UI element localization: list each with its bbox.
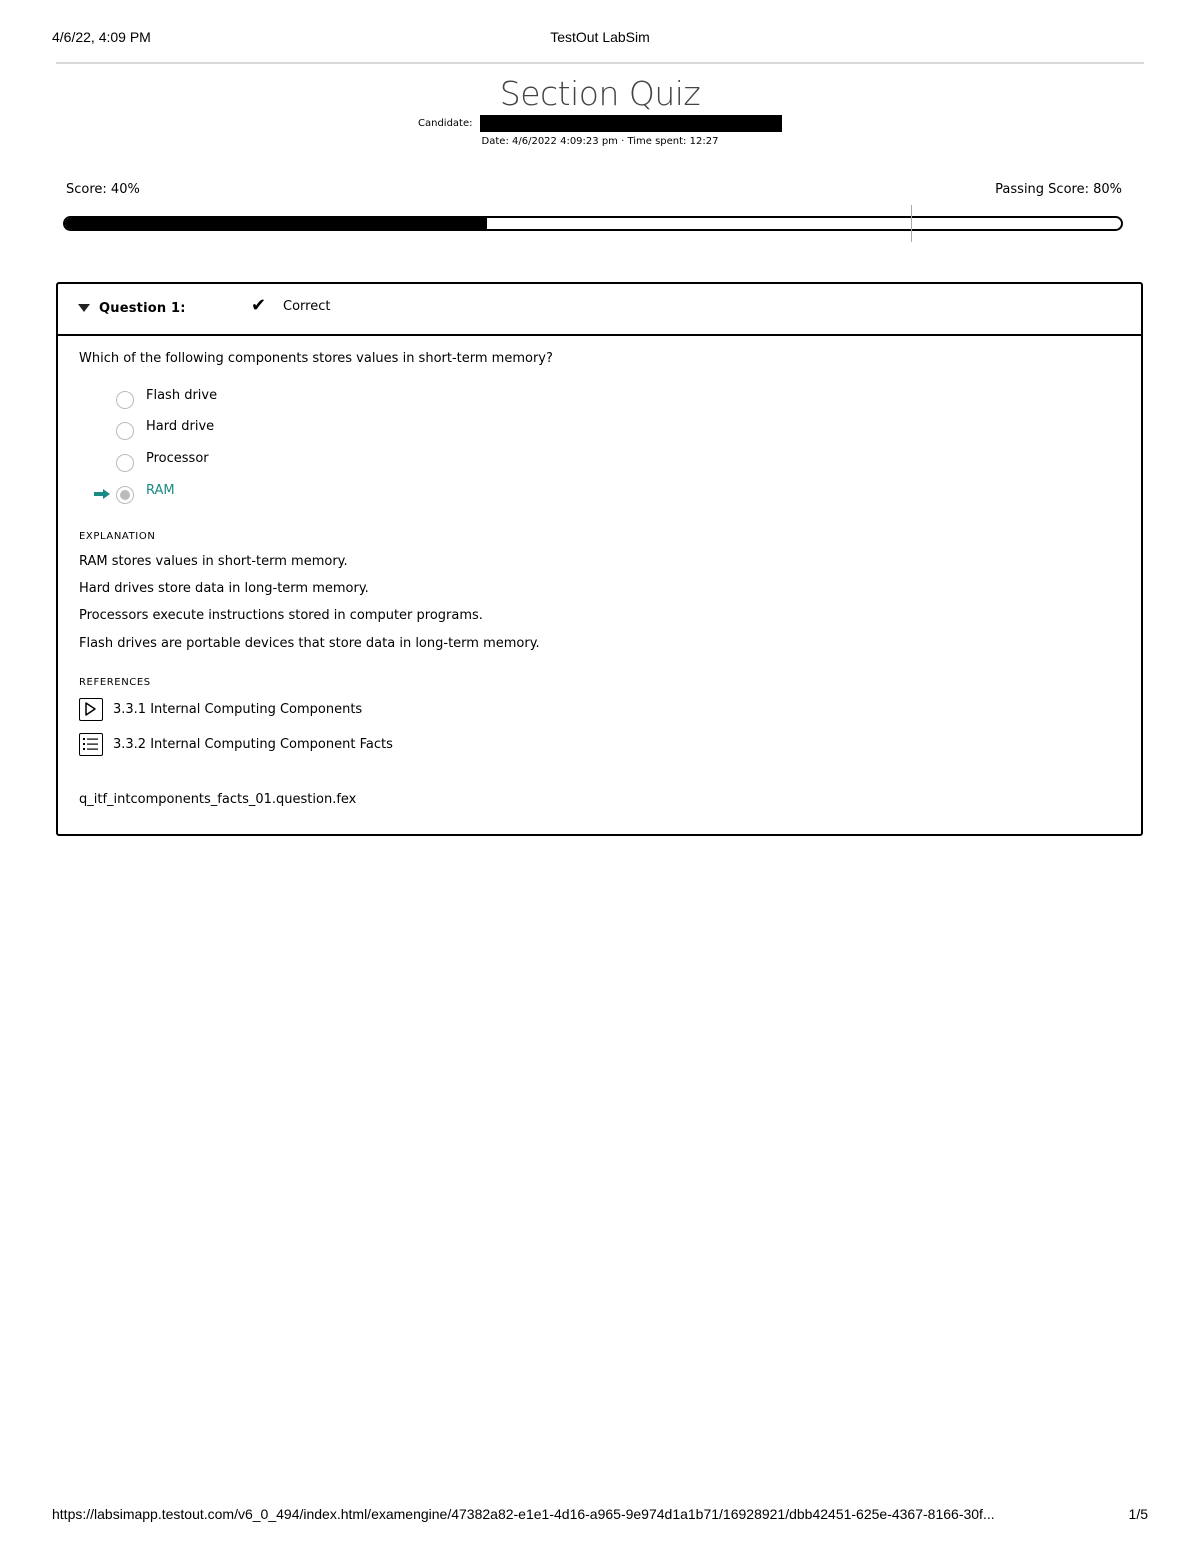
answer-label: Processor: [146, 451, 209, 466]
reference-label[interactable]: 3.3.2 Internal Computing Component Facts: [113, 737, 393, 752]
quiz-meta: Date: 4/6/2022 4:09:23 pm · Time spent: 12:27: [481, 136, 719, 147]
answer-option: [79, 480, 379, 502]
list-icon: [79, 733, 103, 756]
arrow-right-icon: [94, 489, 110, 499]
answer-label: Flash drive: [146, 388, 218, 403]
score-label: Score: 40%: [66, 182, 140, 197]
print-title: TestOut LabSim: [550, 29, 650, 45]
explanation-line: Processors execute instructions stored in computer programs.: [79, 608, 483, 623]
caret-down-icon[interactable]: [78, 304, 90, 312]
explanation-heading: EXPLANATION: [79, 531, 156, 542]
score-progress-bar: [63, 216, 1123, 231]
question-panel: [56, 282, 1143, 836]
answer-option: [79, 416, 379, 438]
candidate-row: [0, 115, 1200, 133]
answer-label: Hard drive: [146, 419, 215, 434]
print-header: [52, 29, 1148, 47]
explanation-line: Hard drives store data in long-term memory.: [79, 581, 369, 596]
header-divider: [56, 62, 1144, 64]
passing-score-marker: [911, 205, 912, 242]
radio-button: [116, 422, 134, 440]
radio-button: [116, 454, 134, 472]
passing-score-label: Passing Score: 80%: [995, 182, 1122, 197]
answer-label-correct: RAM: [146, 483, 175, 498]
reference-label[interactable]: 3.3.1 Internal Computing Components: [113, 702, 363, 717]
question-text: Which of the following components stores values in short-term memory?: [79, 351, 553, 366]
reference-link-facts[interactable]: [79, 733, 579, 757]
references-heading: REFERENCES: [79, 677, 151, 688]
explanation-line: RAM stores values in short-term memory.: [79, 554, 348, 569]
reference-link-video[interactable]: [79, 698, 579, 722]
video-icon: [79, 698, 103, 721]
radio-button: [116, 391, 134, 409]
score-progress-fill: [65, 218, 487, 229]
candidate-name-redacted: [480, 115, 782, 132]
answer-option: [79, 385, 379, 407]
explanation-line: Flash drives are portable devices that store data in long-term memory.: [79, 636, 540, 651]
page-title: Section Quiz: [499, 74, 701, 113]
print-date: 4/6/22, 4:09 PM: [52, 29, 151, 45]
question-status: Correct: [283, 299, 331, 314]
radio-button-selected: [116, 486, 134, 504]
question-file-id: q_itf_intcomponents_facts_01.question.fex: [79, 792, 357, 807]
page-url: https://labsimapp.testout.com/v6_0_494/index.html/examengine/47382a82-e1e1-4d16-a965-9e974d1a1b71/16928921/dbb42451-625e-4367-8166-30f...: [52, 1506, 995, 1522]
page-number: 1/5: [1128, 1506, 1148, 1522]
checkmark-icon: ✔: [251, 295, 267, 316]
question-header[interactable]: [58, 284, 1141, 336]
answer-option: [79, 448, 379, 470]
question-number: Question 1:: [99, 301, 186, 316]
candidate-label: Candidate:: [418, 118, 473, 129]
